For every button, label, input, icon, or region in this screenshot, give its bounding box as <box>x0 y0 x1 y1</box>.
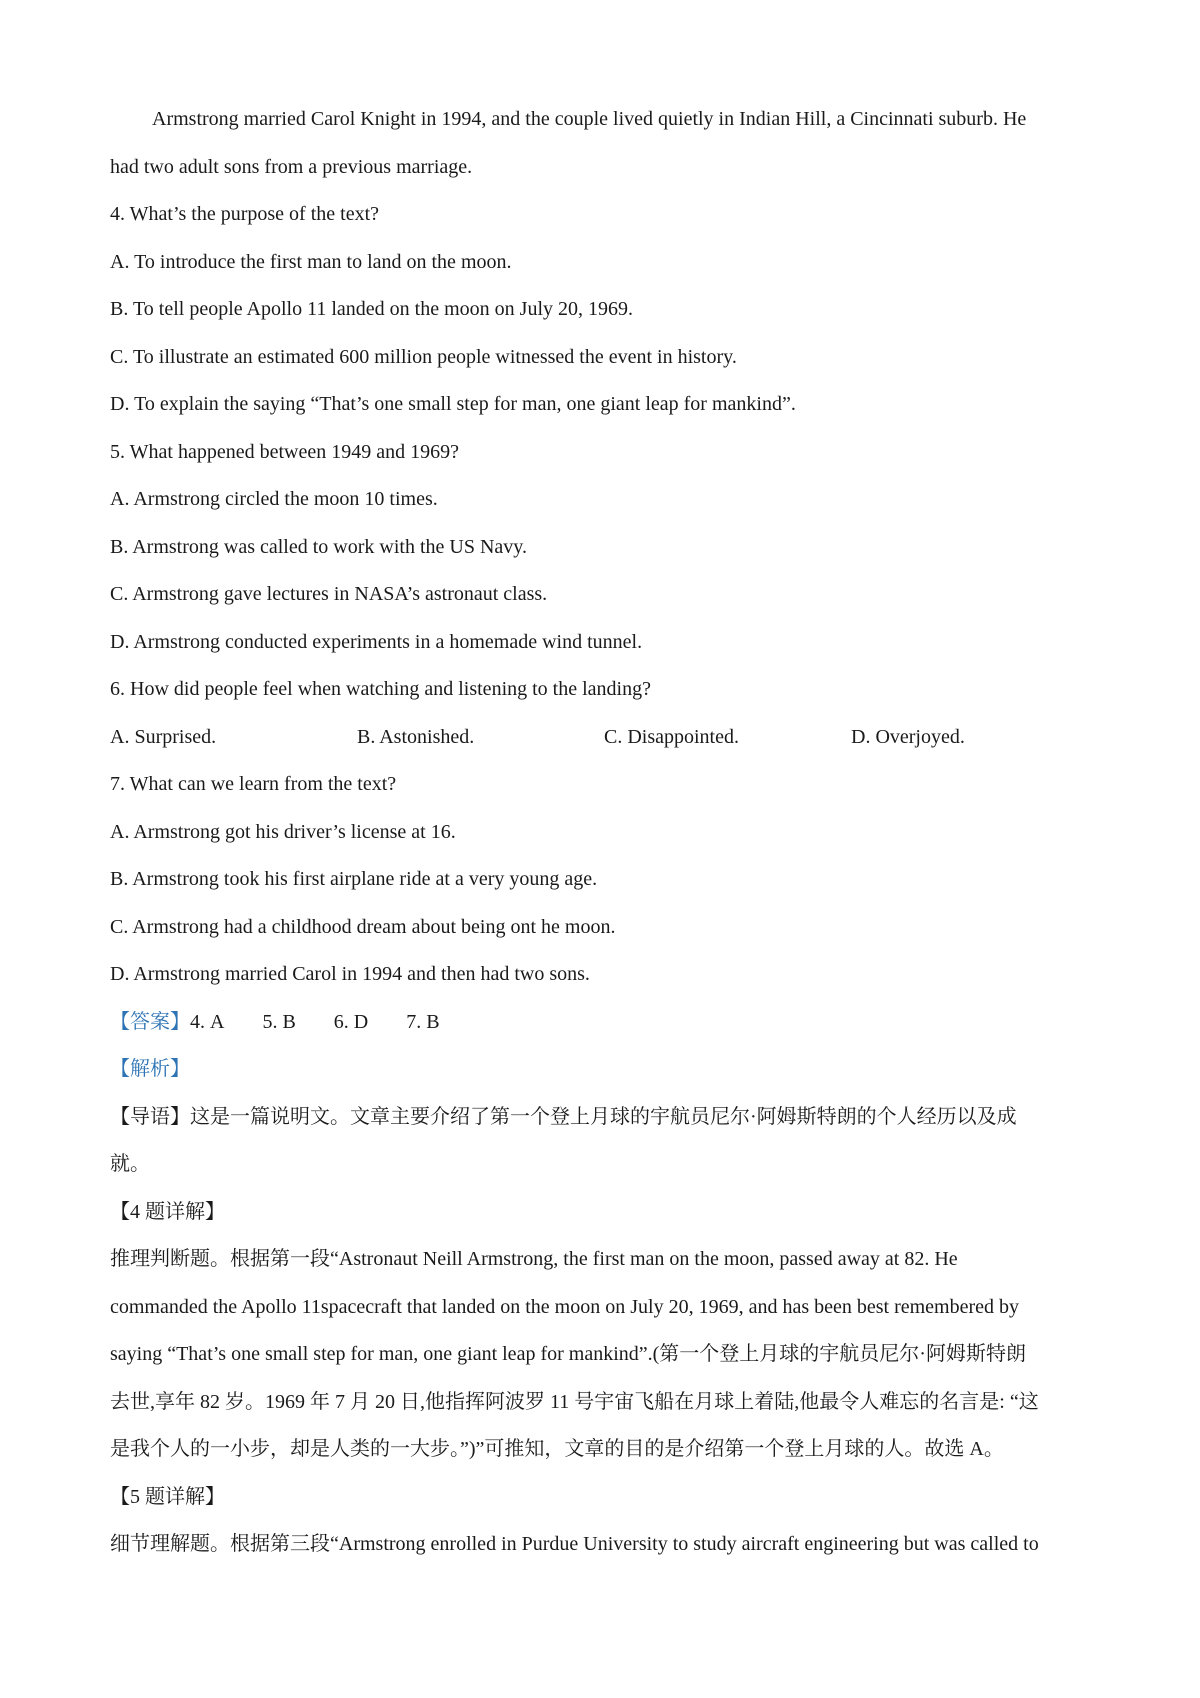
question-5-option-c: C. Armstrong gave lectures in NASA’s astronaut class. <box>110 583 548 605</box>
analysis-label: 【解析】 <box>110 1058 190 1080</box>
detail-4-text: commanded the Apollo 11spacecraft that landed on the moon on July 20, 1969, and has been best remembered by <box>110 1295 1020 1318</box>
detail-4-title: 【4 题详解】 <box>110 1200 225 1223</box>
question-4-option-b: B. To tell people Apollo 11 landed on the moon on July 20, 1969. <box>110 298 634 320</box>
question-5-option-a: A. Armstrong circled the moon 10 times. <box>110 488 438 510</box>
answer-7: 7. B <box>406 1010 440 1033</box>
question-7-option-a: A. Armstrong got his driver’s license at 16. <box>110 820 456 843</box>
answer-label: 【答案】 <box>110 1010 190 1033</box>
detail-5-text: 细节理解题。根据第三段“Armstrong enrolled in Purdue University to study aircraft engineering but was called to <box>110 1533 1039 1555</box>
question-6-option-c: C. Disappointed. <box>604 725 739 748</box>
detail-4-text: 去世,享年 82 岁。1969 年 7 月 20 日,他指挥阿波罗 11 号宇宙飞船在月球上着陆,他最令人难忘的名言是: “这 <box>110 1390 1039 1413</box>
paragraph-line: had two adult sons from a previous marriage. <box>110 155 473 178</box>
question-4-option-d: D. To explain the saying “That’s one small step for man, one giant leap for mankind”. <box>110 393 796 415</box>
question-5-option-b: B. Armstrong was called to work with the US Navy. <box>110 535 527 558</box>
question-7-option-c: C. Armstrong had a childhood dream about being ont he moon. <box>110 915 616 938</box>
question-7-stem: 7. What can we learn from the text? <box>110 773 397 795</box>
detail-4-text: saying “That’s one small step for man, one giant leap for mankind”.(第一个登上月球的宇航员尼尔·阿姆斯特朗 <box>110 1343 1026 1365</box>
answer-4: 4. A <box>190 1010 225 1033</box>
question-4-option-a: A. To introduce the first man to land on the moon. <box>110 250 512 273</box>
question-6-stem: 6. How did people feel when watching and listening to the landing? <box>110 678 651 700</box>
detail-4-text: 是我个人的一小步，却是人类的一大步。”)”可推知，文章的目的是介绍第一个登上月球的人。故选 A。 <box>110 1438 1004 1460</box>
paragraph-line: Armstrong married Carol Knight in 1994, and the couple lived quietly in Indian Hill, a Cincinnati suburb. He <box>152 108 1027 130</box>
question-6-option-b: B. Astonished. <box>357 725 475 748</box>
guide-text: 就。 <box>110 1153 150 1175</box>
question-6-options <box>110 714 1100 762</box>
detail-4-text: 推理判断题。根据第一段“Astronaut Neill Armstrong, the first man on the moon, passed away at 82. He <box>110 1248 958 1270</box>
question-4-option-c: C. To illustrate an estimated 600 million people witnessed the event in history. <box>110 345 737 368</box>
question-6-option-a: A. Surprised. <box>110 725 217 748</box>
question-7-option-b: B. Armstrong took his first airplane ride at a very young age. <box>110 868 598 890</box>
question-6-option-d: D. Overjoyed. <box>851 725 965 748</box>
answer-6: 6. D <box>333 1010 369 1033</box>
question-5-stem: 5. What happened between 1949 and 1969? <box>110 440 459 463</box>
answer-key <box>110 999 1100 1047</box>
detail-5-title: 【5 题详解】 <box>110 1485 225 1508</box>
document-page <box>110 96 1100 1569</box>
question-5-option-d: D. Armstrong conducted experiments in a homemade wind tunnel. <box>110 630 643 653</box>
guide-text: 【导语】这是一篇说明文。文章主要介绍了第一个登上月球的宇航员尼尔·阿姆斯特朗的个人经历以及成 <box>110 1105 1017 1128</box>
question-4-stem: 4. What’s the purpose of the text? <box>110 203 380 225</box>
answer-5: 5. B <box>262 1010 296 1033</box>
question-7-option-d: D. Armstrong married Carol in 1994 and then had two sons. <box>110 963 590 985</box>
